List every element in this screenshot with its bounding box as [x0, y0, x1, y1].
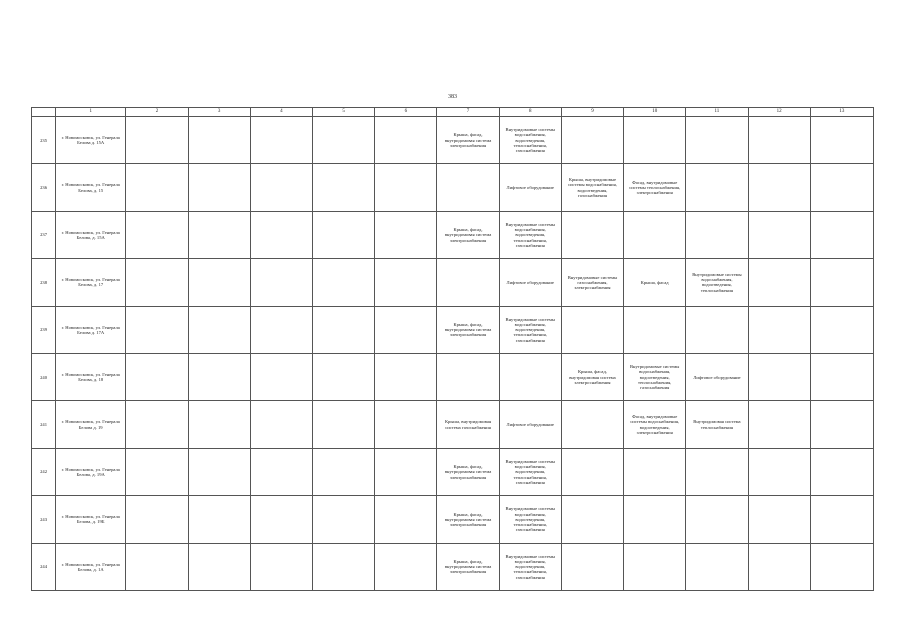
address-cell	[56, 164, 126, 211]
cell-text: Крыша, фасад, внутридомовая система электроснабжения	[444, 227, 492, 243]
work-type-cell	[188, 211, 250, 258]
header-cell-blank	[32, 108, 56, 117]
work-type-cell	[810, 164, 873, 211]
cell-text: Внутридомовые системы водоснабжения, водоотведения, теплоснабжения, газоснабжения	[629, 364, 680, 390]
work-type-cell	[686, 448, 748, 495]
work-type-cell	[624, 496, 686, 543]
table-row	[32, 306, 874, 353]
work-type-cell	[126, 306, 188, 353]
work-type-cell	[188, 353, 250, 400]
work-type-cell	[437, 401, 499, 448]
work-type-cell	[437, 211, 499, 258]
work-type-cell	[437, 448, 499, 495]
cell-text: г. Новомосковск, ул. Генерала Белова д. 15А	[61, 134, 120, 146]
work-type-cell	[312, 353, 374, 400]
header-cell: 4	[250, 108, 312, 117]
cell-text: Крыша, внутридомовая система газоснабжения	[444, 419, 492, 430]
cell-text: Крыша, фасад, внутридомовая система электроснабжения	[444, 511, 492, 527]
work-type-cell	[810, 496, 873, 543]
work-type-cell	[624, 543, 686, 590]
work-type-cell	[748, 306, 810, 353]
address-cell	[56, 353, 126, 400]
work-type-cell	[810, 306, 873, 353]
work-type-cell	[686, 211, 748, 258]
work-type-cell	[624, 448, 686, 495]
work-type-cell	[561, 353, 623, 400]
header-cell: 8	[499, 108, 561, 117]
work-type-cell	[126, 259, 188, 306]
work-type-cell	[437, 164, 499, 211]
work-type-cell	[748, 496, 810, 543]
cell-text: г. Новомосковск, ул. Генерала Белова, д. 18	[61, 371, 120, 383]
work-type-cell	[375, 259, 437, 306]
work-type-cell	[810, 401, 873, 448]
work-type-cell	[188, 543, 250, 590]
work-type-cell	[312, 306, 374, 353]
address-cell	[56, 496, 126, 543]
header-cell: 10	[624, 108, 686, 117]
work-type-cell	[748, 259, 810, 306]
work-type-cell	[375, 211, 437, 258]
work-type-cell	[437, 117, 499, 164]
work-type-cell	[126, 496, 188, 543]
cell-text: г. Новомосковск, ул. Генерала Белова д. 17А	[61, 324, 120, 335]
work-type-cell	[437, 353, 499, 400]
work-type-cell	[561, 543, 623, 590]
work-type-cell	[748, 353, 810, 400]
row-number-cell	[32, 117, 56, 164]
work-type-cell	[810, 353, 873, 400]
work-type-cell	[810, 117, 873, 164]
work-type-cell	[250, 259, 312, 306]
work-type-cell	[748, 164, 810, 211]
cell-text: г. Новомосковск, ул. Генерала Белова, д. 19А	[61, 466, 120, 477]
cell-text: Внутридомовые системы водоснабжения, водоотведения, теплоснабжения, газоснабжения	[505, 506, 555, 533]
work-type-cell	[810, 448, 873, 495]
cell-text: Крыша, фасад, внутридомовая система электроснабжения	[444, 464, 492, 480]
work-type-cell	[312, 401, 374, 448]
work-type-cell	[250, 543, 312, 590]
work-type-cell	[188, 306, 250, 353]
work-type-cell	[686, 543, 748, 590]
work-type-cell	[188, 259, 250, 306]
work-type-cell	[126, 401, 188, 448]
work-type-cell	[499, 543, 561, 590]
cell-text: Крыша, внутридомовые системы водоснабжения, водоотведения, газоснабжения	[568, 177, 617, 198]
work-type-cell	[250, 211, 312, 258]
cell-text: 240	[40, 374, 47, 380]
work-type-cell	[686, 117, 748, 164]
header-cell: 9	[561, 108, 623, 117]
work-type-cell	[437, 306, 499, 353]
work-type-cell	[686, 259, 748, 306]
cell-text: г. Новомосковск, ул. Генерала Белова, д. 19Б	[61, 514, 120, 525]
work-type-cell	[624, 211, 686, 258]
work-type-cell	[624, 306, 686, 353]
work-type-cell	[748, 448, 810, 495]
work-type-cell	[624, 164, 686, 211]
work-type-cell	[499, 353, 561, 400]
address-cell	[56, 306, 126, 353]
work-type-cell	[686, 353, 748, 400]
table-row	[32, 496, 874, 543]
work-type-cell	[375, 401, 437, 448]
cell-text: Лифтовое оборудование	[506, 184, 554, 190]
work-type-cell	[499, 448, 561, 495]
row-number-cell	[32, 259, 56, 306]
table-row	[32, 543, 874, 590]
work-type-cell	[499, 117, 561, 164]
address-cell	[56, 117, 126, 164]
work-type-cell	[561, 448, 623, 495]
row-number-cell	[32, 543, 56, 590]
cell-text: Крыша, фасад, внутридомовая система электроснабжения	[444, 558, 492, 575]
work-type-cell	[686, 496, 748, 543]
work-type-cell	[375, 306, 437, 353]
cell-text: Крыша, фасад, внутридомовая система электроснабжения	[444, 321, 492, 338]
cell-text: 241	[40, 421, 47, 427]
work-type-cell	[188, 401, 250, 448]
cell-text: Лифтовое оборудование	[506, 421, 554, 427]
header-row	[32, 108, 874, 117]
work-type-cell	[312, 211, 374, 258]
cell-text: 236	[40, 184, 47, 190]
work-type-cell	[126, 353, 188, 400]
cell-text: Крыша, фасад, внутридомовая система электроснабжения	[569, 369, 616, 385]
cell-text: 237	[40, 232, 47, 238]
work-type-cell	[561, 164, 623, 211]
header-cell: 13	[810, 108, 873, 117]
cell-text: Крыша, фасад, внутридомовая система электроснабжения	[444, 132, 492, 148]
work-type-cell	[375, 164, 437, 211]
cell-text: Фасад, внутридомовые системы водоснабжения, водоотведения, электроснабжения	[630, 414, 680, 435]
cell-text: Внутридомовые системы водоснабжения, водоотведения, теплоснабжения, газоснабжения	[505, 221, 555, 248]
cell-text: Внутридомовая система теплоснабжения	[693, 419, 741, 430]
work-type-cell	[312, 259, 374, 306]
address-cell	[56, 401, 126, 448]
work-type-cell	[312, 543, 374, 590]
cell-text: г. Новомосковск, ул. Генерала Белова, д. 15А	[61, 229, 120, 240]
work-type-cell	[561, 306, 623, 353]
table-row	[32, 164, 874, 211]
header-cell: 11	[686, 108, 748, 117]
work-type-cell	[250, 164, 312, 211]
work-type-cell	[561, 211, 623, 258]
work-type-cell	[499, 401, 561, 448]
table-row	[32, 259, 874, 306]
row-number-cell	[32, 211, 56, 258]
table-row	[32, 353, 874, 400]
cell-text: Крыша, фасад	[640, 279, 669, 285]
work-type-cell	[312, 117, 374, 164]
header-cell: 2	[126, 108, 188, 117]
cell-text: 244	[40, 564, 47, 570]
work-type-cell	[624, 259, 686, 306]
table-row	[32, 211, 874, 258]
work-type-cell	[188, 117, 250, 164]
work-type-cell	[561, 401, 623, 448]
work-type-cell	[499, 259, 561, 306]
page-number: 383	[448, 94, 457, 100]
row-number-cell	[32, 496, 56, 543]
work-type-cell	[312, 496, 374, 543]
work-type-cell	[748, 211, 810, 258]
cell-text: Внутридомовые системы водоснабжения, водоотведения, теплоснабжения	[692, 271, 742, 293]
header-cell: 1	[56, 108, 126, 117]
repair-schedule-table	[31, 107, 874, 591]
work-type-cell	[437, 543, 499, 590]
cell-text: 242	[40, 469, 47, 475]
work-type-cell	[561, 259, 623, 306]
work-type-cell	[624, 117, 686, 164]
table-body	[32, 117, 874, 591]
row-number-cell	[32, 401, 56, 448]
work-type-cell	[561, 496, 623, 543]
header-cell: 3	[188, 108, 250, 117]
work-type-cell	[810, 211, 873, 258]
table-row	[32, 448, 874, 495]
header-cell: 5	[312, 108, 374, 117]
work-type-cell	[188, 448, 250, 495]
work-type-cell	[748, 401, 810, 448]
cell-text: Внутридомовые системы водоснабжения, водоотведения, теплоснабжения, газоснабжения	[505, 553, 555, 580]
work-type-cell	[250, 306, 312, 353]
cell-text: 243	[40, 516, 47, 522]
work-type-cell	[686, 401, 748, 448]
work-type-cell	[624, 353, 686, 400]
address-cell	[56, 448, 126, 495]
work-type-cell	[748, 543, 810, 590]
work-type-cell	[810, 259, 873, 306]
cell-text: г. Новомосковск, ул. Генерала Белова, д. 1А	[61, 561, 120, 572]
address-cell	[56, 211, 126, 258]
row-number-cell	[32, 448, 56, 495]
cell-text: Внутридомовые системы водоснабжения, водоотведения, теплоснабжения, газоснабжения	[505, 458, 555, 485]
work-type-cell	[126, 448, 188, 495]
cell-text: Внутридомовые системы водоснабжения, водоотведения, теплоснабжения, газоснабжения	[505, 127, 555, 153]
work-type-cell	[250, 401, 312, 448]
work-type-cell	[126, 164, 188, 211]
work-type-cell	[375, 448, 437, 495]
address-cell	[56, 259, 126, 306]
work-type-cell	[375, 543, 437, 590]
table-row	[32, 401, 874, 448]
work-type-cell	[375, 496, 437, 543]
header-cell: 6	[375, 108, 437, 117]
work-type-cell	[126, 543, 188, 590]
work-type-cell	[126, 117, 188, 164]
work-type-cell	[499, 164, 561, 211]
cell-text: Лифтовое оборудование	[506, 279, 554, 285]
work-type-cell	[499, 306, 561, 353]
work-type-cell	[375, 117, 437, 164]
work-type-cell	[437, 259, 499, 306]
work-type-cell	[437, 496, 499, 543]
work-type-cell	[188, 164, 250, 211]
cell-text: Внутридомовые системы газоснабжения, электроснабжения	[567, 274, 618, 290]
cell-text: Фасад, внутридомовые системы теплоснабжения, электроснабжения	[629, 179, 681, 196]
work-type-cell	[561, 117, 623, 164]
cell-text: г. Новомосковск, ул. Генерала Белова, д. 17	[61, 277, 120, 288]
row-number-cell	[32, 306, 56, 353]
work-type-cell	[126, 211, 188, 258]
row-number-cell	[32, 353, 56, 400]
work-type-cell	[686, 164, 748, 211]
cell-text: 235	[40, 137, 47, 143]
cell-text: г. Новомосковск, ул. Генерала Белова д. 19	[61, 419, 120, 430]
work-type-cell	[250, 117, 312, 164]
address-cell	[56, 543, 126, 590]
header-cell: 7	[437, 108, 499, 117]
work-type-cell	[624, 401, 686, 448]
work-type-cell	[250, 448, 312, 495]
cell-text: г. Новомосковск, ул. Генерала Белова, д. 15	[61, 182, 120, 193]
work-type-cell	[748, 117, 810, 164]
row-number-cell	[32, 164, 56, 211]
table-row	[32, 117, 874, 164]
work-type-cell	[375, 353, 437, 400]
cell-text: Лифтовое оборудование	[693, 374, 741, 380]
header-cell: 12	[748, 108, 810, 117]
work-type-cell	[810, 543, 873, 590]
work-type-cell	[312, 448, 374, 495]
work-type-cell	[499, 496, 561, 543]
cell-text: 239	[40, 327, 47, 333]
cell-text: Внутридомовые системы водоснабжения, водоотведения, теплоснабжения, газоснабжения	[505, 316, 555, 343]
cell-text: 238	[40, 279, 47, 285]
work-type-cell	[312, 164, 374, 211]
work-type-cell	[499, 211, 561, 258]
work-type-cell	[188, 496, 250, 543]
work-type-cell	[686, 306, 748, 353]
work-type-cell	[250, 353, 312, 400]
work-type-cell	[250, 496, 312, 543]
